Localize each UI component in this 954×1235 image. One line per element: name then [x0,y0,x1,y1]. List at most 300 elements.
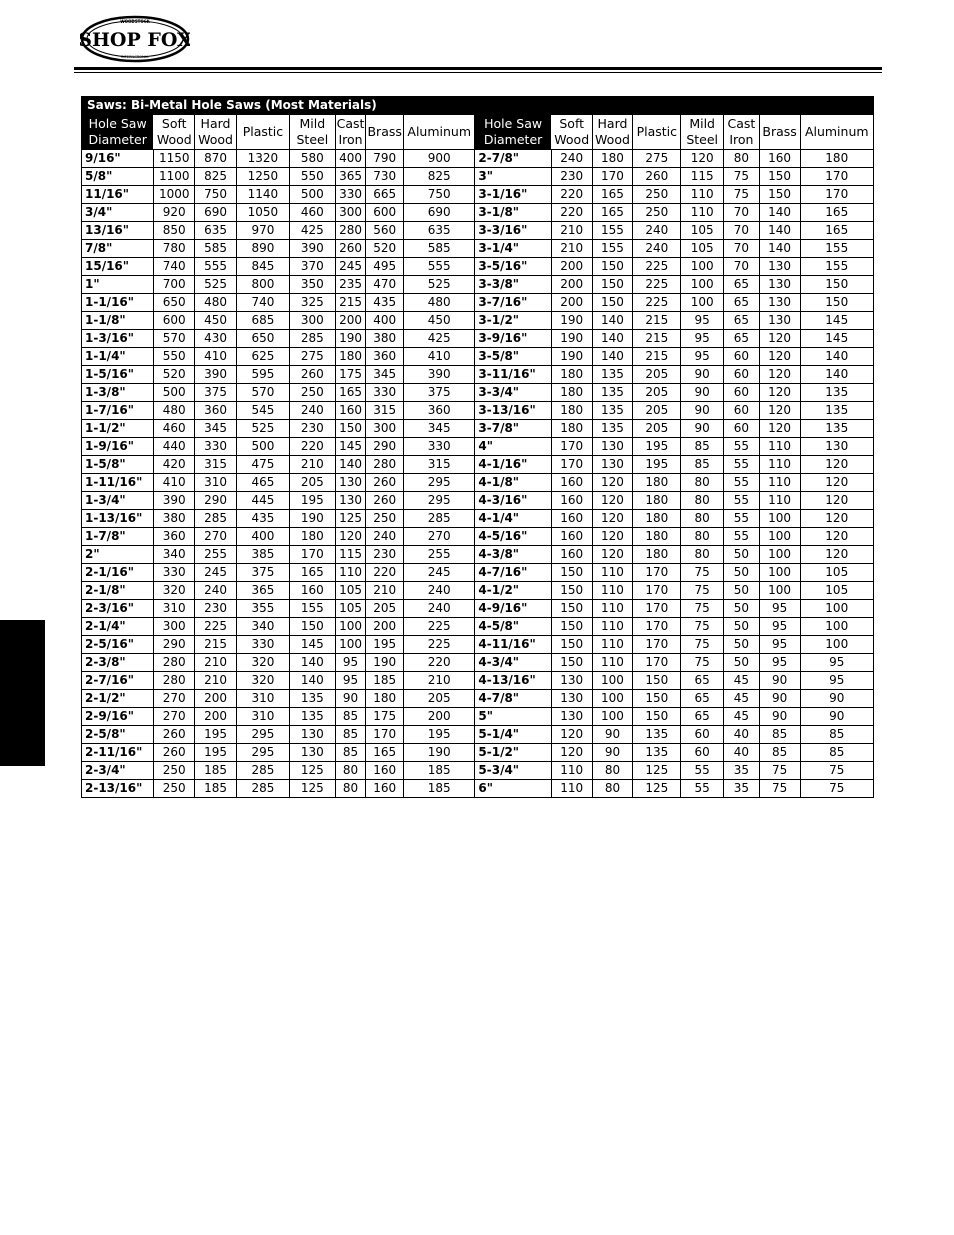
column-header [475,115,551,150]
rpm-cell: 245 [335,258,366,276]
rpm-cell: 270 [404,528,475,546]
rpm-cell: 130 [335,474,366,492]
rpm-cell: 120 [800,546,874,564]
column-header-line2: Diameter [88,132,147,147]
rpm-cell: 240 [289,402,335,420]
rpm-cell: 260 [154,744,195,762]
rpm-cell: 310 [236,690,289,708]
rpm-cell: 125 [335,510,366,528]
rpm-cell: 120 [681,150,724,168]
diameter-cell: 4-1/16" [475,456,551,474]
column-header-line1: Hard [200,116,231,131]
diameter-cell: 4" [475,438,551,456]
rpm-cell: 650 [154,294,195,312]
rpm-cell: 195 [195,726,237,744]
diameter-cell: 1-3/16" [82,330,154,348]
table-row [82,528,874,546]
diameter-cell: 3-7/16" [475,294,551,312]
diameter-cell: 3/4" [82,204,154,222]
rpm-cell: 120 [592,528,633,546]
rpm-cell: 90 [681,384,724,402]
rpm-cell: 130 [289,744,335,762]
rpm-cell: 430 [195,330,237,348]
rpm-cell: 140 [592,330,633,348]
rpm-cell: 420 [154,456,195,474]
rpm-cell: 50 [724,564,760,582]
rpm-cell: 145 [800,330,874,348]
table-row [82,690,874,708]
rpm-cell: 180 [335,348,366,366]
rpm-cell: 585 [404,240,475,258]
diameter-cell: 2-11/16" [82,744,154,762]
rpm-cell: 35 [724,780,760,798]
rpm-cell: 80 [335,762,366,780]
rpm-cell: 150 [592,294,633,312]
diameter-cell: 1" [82,276,154,294]
rpm-cell: 200 [551,294,592,312]
rpm-cell: 55 [681,780,724,798]
rpm-cell: 365 [236,582,289,600]
rpm-cell: 230 [195,600,237,618]
diameter-cell: 4-7/8" [475,690,551,708]
column-header [633,115,681,150]
diameter-cell: 2-7/16" [82,672,154,690]
rpm-cell: 70 [724,258,760,276]
table-row [82,240,874,258]
rpm-cell: 585 [195,240,237,258]
rpm-cell: 570 [236,384,289,402]
diameter-cell: 2-7/8" [475,150,551,168]
rpm-cell: 1050 [236,204,289,222]
diameter-cell: 3-9/16" [475,330,551,348]
rpm-cell: 200 [195,708,237,726]
rpm-cell: 35 [724,762,760,780]
header-rule-thick [74,67,882,70]
rpm-cell: 135 [289,708,335,726]
diameter-cell: 4-1/4" [475,510,551,528]
diameter-cell: 7/8" [82,240,154,258]
diameter-cell: 5/8" [82,168,154,186]
table-row [82,384,874,402]
rpm-cell: 150 [551,600,592,618]
rpm-cell: 400 [335,150,366,168]
rpm-cell: 440 [154,438,195,456]
rpm-cell: 170 [366,726,404,744]
rpm-cell: 105 [335,582,366,600]
column-header-line2: Wood [595,132,630,147]
table-row [82,312,874,330]
rpm-cell: 600 [366,204,404,222]
rpm-cell: 170 [551,438,592,456]
rpm-cell: 135 [633,744,681,762]
diameter-cell: 2-5/8" [82,726,154,744]
rpm-cell: 435 [236,510,289,528]
column-header [551,115,592,150]
rpm-cell: 60 [724,384,760,402]
rpm-cell: 165 [592,186,633,204]
diameter-cell: 3-11/16" [475,366,551,384]
table-row [82,636,874,654]
rpm-cell: 120 [800,510,874,528]
rpm-cell: 255 [195,546,237,564]
rpm-cell: 160 [551,546,592,564]
rpm-cell: 75 [681,564,724,582]
column-header [404,115,475,150]
rpm-cell: 1250 [236,168,289,186]
rpm-cell: 110 [592,636,633,654]
diameter-cell: 4-1/2" [475,582,551,600]
table-row [82,618,874,636]
rpm-cell: 140 [800,366,874,384]
rpm-cell: 180 [633,492,681,510]
rpm-cell: 170 [800,168,874,186]
rpm-cell: 100 [592,708,633,726]
rpm-cell: 300 [366,420,404,438]
rpm-cell: 220 [551,186,592,204]
rpm-cell: 150 [592,258,633,276]
rpm-cell: 40 [724,726,760,744]
rpm-cell: 460 [289,204,335,222]
rpm-cell: 105 [681,222,724,240]
rpm-cell: 125 [633,780,681,798]
rpm-cell: 340 [154,546,195,564]
rpm-cell: 650 [236,330,289,348]
column-header-line1: Soft [161,116,187,131]
rpm-cell: 90 [800,690,874,708]
rpm-cell: 155 [289,600,335,618]
rpm-cell: 100 [800,600,874,618]
rpm-cell: 230 [551,168,592,186]
column-header [724,115,760,150]
table-row [82,726,874,744]
rpm-cell: 320 [236,654,289,672]
rpm-cell: 600 [154,312,195,330]
rpm-cell: 500 [236,438,289,456]
diameter-cell: 3-7/8" [475,420,551,438]
rpm-cell: 45 [724,708,760,726]
rpm-cell: 225 [195,618,237,636]
rpm-cell: 320 [236,672,289,690]
rpm-cell: 140 [800,348,874,366]
rpm-cell: 100 [335,636,366,654]
rpm-cell: 95 [335,654,366,672]
column-header-line2: Wood [554,132,590,147]
rpm-cell: 225 [633,294,681,312]
rpm-cell: 205 [404,690,475,708]
rpm-cell: 190 [366,654,404,672]
rpm-cell: 50 [724,546,760,564]
rpm-cell: 310 [195,474,237,492]
rpm-cell: 120 [759,330,800,348]
rpm-cell: 100 [759,564,800,582]
column-header [366,115,404,150]
rpm-cell: 140 [335,456,366,474]
rpm-cell: 130 [592,438,633,456]
rpm-cell: 250 [154,762,195,780]
table-row [82,294,874,312]
rpm-cell: 50 [724,636,760,654]
diameter-cell: 3-13/16" [475,402,551,420]
rpm-cell: 170 [633,582,681,600]
rpm-cell: 115 [681,168,724,186]
rpm-cell: 55 [724,492,760,510]
diameter-cell: 2-3/16" [82,600,154,618]
rpm-cell: 70 [724,204,760,222]
rpm-cell: 120 [592,474,633,492]
rpm-cell: 120 [551,726,592,744]
rpm-cell: 165 [800,204,874,222]
logo-small-bottom: INTERNATIONAL [120,55,150,59]
column-header [592,115,633,150]
rpm-cell: 250 [154,780,195,798]
rpm-cell: 50 [724,600,760,618]
rpm-cell: 520 [154,366,195,384]
column-header-line2: Steel [686,132,719,147]
rpm-cell: 95 [335,672,366,690]
rpm-cell: 75 [681,618,724,636]
rpm-cell: 635 [404,222,475,240]
rpm-cell: 175 [335,366,366,384]
rpm-cell: 225 [404,618,475,636]
rpm-cell: 500 [154,384,195,402]
rpm-cell: 110 [592,582,633,600]
rpm-cell: 465 [236,474,289,492]
rpm-cell: 580 [289,150,335,168]
rpm-cell: 240 [404,600,475,618]
rpm-cell: 205 [633,384,681,402]
rpm-cell: 135 [592,402,633,420]
diameter-cell: 2-9/16" [82,708,154,726]
rpm-cell: 500 [289,186,335,204]
rpm-cell: 170 [633,564,681,582]
rpm-cell: 60 [681,744,724,762]
rpm-cell: 480 [404,294,475,312]
diameter-cell: 6" [475,780,551,798]
rpm-cell: 110 [551,780,592,798]
rpm-cell: 205 [366,600,404,618]
column-header-line1: Plastic [636,124,678,139]
diameter-cell: 4-5/16" [475,528,551,546]
column-header-line1: Soft [559,116,585,131]
rpm-cell: 845 [236,258,289,276]
rpm-cell: 170 [633,600,681,618]
rpm-cell: 90 [592,726,633,744]
rpm-cell: 360 [154,528,195,546]
rpm-cell: 120 [759,366,800,384]
shop-fox-logo [80,14,190,64]
rpm-cell: 360 [195,402,237,420]
rpm-cell: 150 [633,708,681,726]
rpm-cell: 75 [800,762,874,780]
rpm-cell: 150 [592,276,633,294]
rpm-cell: 100 [681,276,724,294]
rpm-cell: 255 [404,546,475,564]
rpm-cell: 90 [759,672,800,690]
rpm-cell: 65 [724,294,760,312]
rpm-cell: 635 [195,222,237,240]
rpm-cell: 155 [800,258,874,276]
rpm-cell: 110 [759,474,800,492]
rpm-cell: 80 [335,780,366,798]
rpm-cell: 60 [681,726,724,744]
rpm-cell: 120 [335,528,366,546]
rpm-cell: 65 [724,330,760,348]
rpm-cell: 130 [551,672,592,690]
rpm-cell: 75 [681,600,724,618]
rpm-cell: 365 [335,168,366,186]
rpm-cell: 120 [592,492,633,510]
rpm-cell: 195 [289,492,335,510]
rpm-cell: 85 [681,438,724,456]
column-header-line1: Mild [689,116,715,131]
diameter-cell: 3" [475,168,551,186]
rpm-cell: 185 [366,672,404,690]
diameter-cell: 1-13/16" [82,510,154,528]
rpm-cell: 470 [366,276,404,294]
rpm-cell: 215 [633,330,681,348]
rpm-cell: 70 [724,240,760,258]
rpm-cell: 55 [724,510,760,528]
column-header [681,115,724,150]
rpm-cell: 55 [681,762,724,780]
table-row [82,168,874,186]
rpm-cell: 320 [154,582,195,600]
column-header [236,115,289,150]
rpm-cell: 340 [236,618,289,636]
rpm-cell: 130 [759,312,800,330]
rpm-cell: 180 [551,402,592,420]
table-body [82,150,874,798]
rpm-cell: 105 [800,564,874,582]
rpm-cell: 165 [800,222,874,240]
column-header-line1: Brass [762,124,797,139]
rpm-cell: 200 [404,708,475,726]
rpm-cell: 900 [404,150,475,168]
rpm-cell: 165 [335,384,366,402]
rpm-cell: 140 [759,204,800,222]
rpm-cell: 180 [551,384,592,402]
rpm-cell: 90 [681,402,724,420]
rpm-cell: 180 [592,150,633,168]
rpm-cell: 295 [236,726,289,744]
rpm-cell: 215 [195,636,237,654]
rpm-cell: 360 [366,348,404,366]
column-header-line1: Cast [336,116,365,131]
rpm-cell: 105 [335,600,366,618]
diameter-cell: 13/16" [82,222,154,240]
rpm-cell: 165 [592,204,633,222]
rpm-cell: 75 [724,168,760,186]
rpm-cell: 130 [551,708,592,726]
rpm-cell: 260 [289,366,335,384]
rpm-cell: 595 [236,366,289,384]
rpm-cell: 375 [195,384,237,402]
rpm-cell: 120 [800,456,874,474]
rpm-cell: 140 [759,240,800,258]
rpm-cell: 120 [592,546,633,564]
rpm-cell: 220 [289,438,335,456]
diameter-cell: 3-3/8" [475,276,551,294]
rpm-cell: 80 [681,546,724,564]
diameter-cell: 2-3/8" [82,654,154,672]
table-row [82,330,874,348]
table-row [82,150,874,168]
rpm-cell: 260 [366,492,404,510]
rpm-cell: 65 [681,708,724,726]
rpm-cell: 700 [154,276,195,294]
rpm-cell: 295 [236,744,289,762]
rpm-cell: 90 [759,708,800,726]
column-header-line1: Hole Saw [484,116,543,131]
table-row [82,366,874,384]
rpm-cell: 120 [592,510,633,528]
diameter-cell: 2-3/4" [82,762,154,780]
rpm-cell: 215 [633,348,681,366]
diameter-cell: 3-1/16" [475,186,551,204]
rpm-cell: 330 [195,438,237,456]
rpm-cell: 195 [195,744,237,762]
rpm-cell: 190 [289,510,335,528]
column-header-line2: Iron [338,132,363,147]
rpm-cell: 75 [724,186,760,204]
rpm-cell: 195 [366,636,404,654]
diameter-cell: 1-9/16" [82,438,154,456]
rpm-cell: 100 [335,618,366,636]
rpm-cell: 70 [724,222,760,240]
rpm-cell: 110 [551,762,592,780]
rpm-cell: 95 [759,600,800,618]
rpm-cell: 140 [592,312,633,330]
rpm-cell: 140 [289,672,335,690]
rpm-cell: 345 [366,366,404,384]
diameter-cell: 11/16" [82,186,154,204]
rpm-cell: 170 [289,546,335,564]
rpm-cell: 240 [404,582,475,600]
rpm-cell: 570 [154,330,195,348]
rpm-cell: 425 [404,330,475,348]
rpm-cell: 160 [366,762,404,780]
rpm-cell: 180 [551,366,592,384]
rpm-cell: 410 [404,348,475,366]
rpm-cell: 100 [592,690,633,708]
rpm-cell: 225 [633,276,681,294]
column-header-line2: Wood [156,132,192,147]
section-side-tab [0,620,45,766]
rpm-cell: 80 [681,492,724,510]
rpm-cell: 85 [681,456,724,474]
rpm-cell: 195 [633,456,681,474]
rpm-cell: 135 [289,690,335,708]
rpm-cell: 95 [800,672,874,690]
rpm-cell: 240 [633,222,681,240]
rpm-cell: 85 [759,744,800,762]
rpm-cell: 380 [366,330,404,348]
rpm-cell: 130 [759,258,800,276]
rpm-cell: 150 [551,618,592,636]
rpm-cell: 80 [592,762,633,780]
rpm-cell: 740 [154,258,195,276]
rpm-cell: 210 [195,654,237,672]
rpm-cell: 285 [404,510,475,528]
rpm-cell: 120 [551,744,592,762]
column-header-line1: Cast [727,116,756,131]
rpm-cell: 220 [366,564,404,582]
diameter-cell: 1-5/16" [82,366,154,384]
rpm-cell: 135 [800,384,874,402]
rpm-cell: 190 [551,330,592,348]
rpm-cell: 110 [759,438,800,456]
table-row [82,258,874,276]
